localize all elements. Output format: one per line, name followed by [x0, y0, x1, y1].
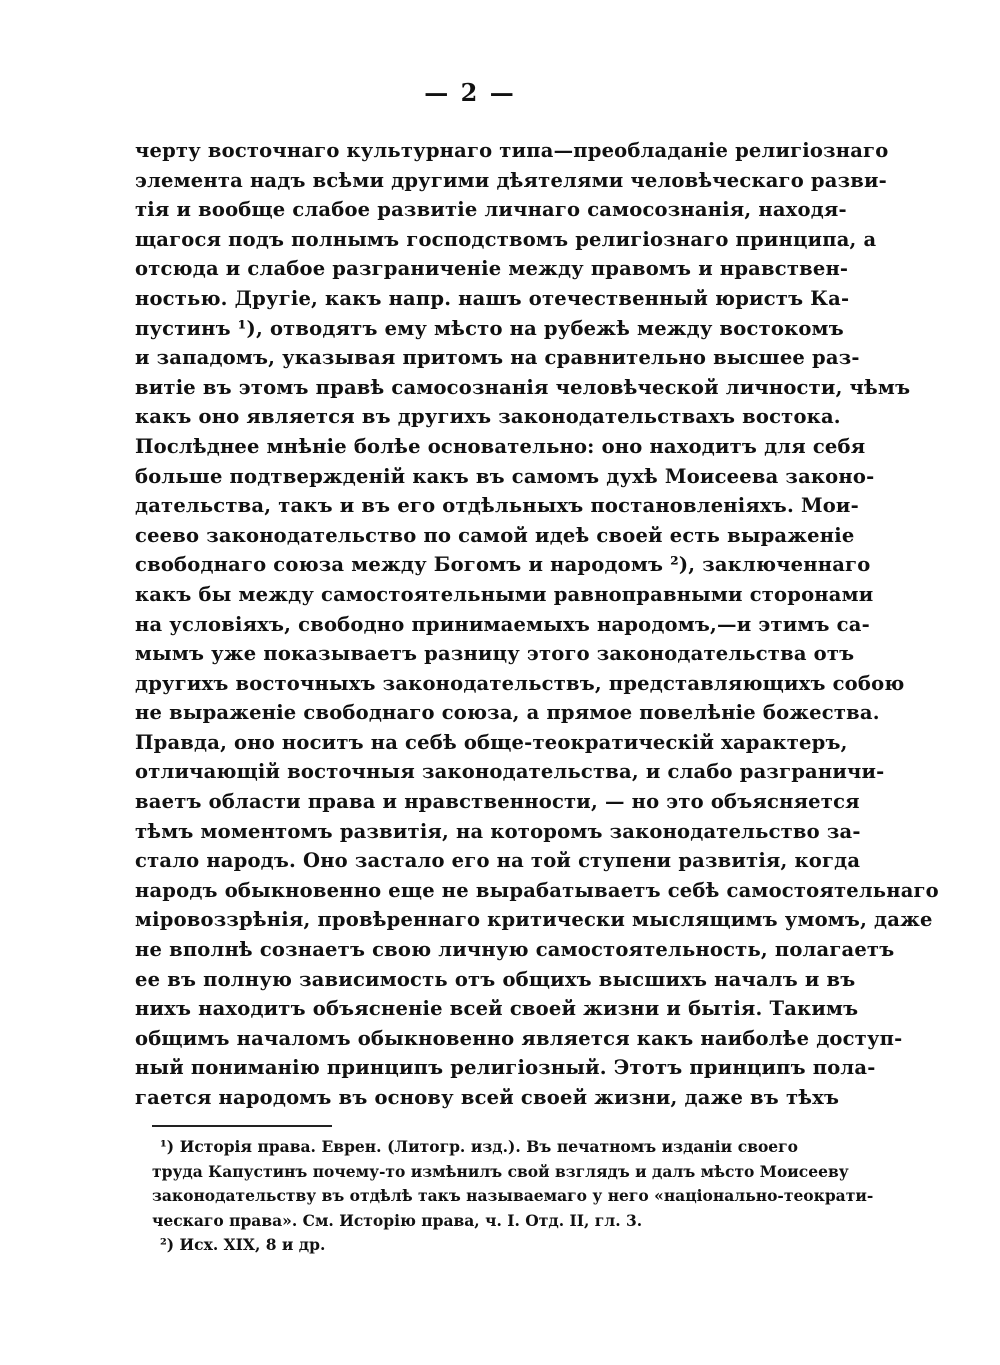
- text-line: пустинъ ¹), отводятъ ему мѣсто на рубежѣ между востокомъ: [135, 316, 844, 340]
- text-line: какъ оно является въ другихъ законодательствахъ востока.: [135, 405, 841, 429]
- text-line: другихъ восточныхъ законодательствъ, представляющихъ собою: [135, 671, 905, 695]
- text-line: гается народомъ въ основу всей своей жизни, даже въ тѣхъ: [135, 1086, 840, 1109]
- text-line: міровоззрѣнія, провѣреннаго критически мыслящимъ умомъ, даже: [135, 908, 933, 932]
- text-line: элемента надъ всѣми другими дѣятелями человѣческаго разви-: [135, 168, 887, 192]
- text-line: сеево законодательство по самой идеѣ своей есть выраженіе: [135, 523, 855, 547]
- text-line: Правда, оно носитъ на себѣ обще-теократическій характеръ,: [135, 730, 848, 754]
- text-line: витіе въ этомъ правѣ самосознанія человѣческой личности, чѣмъ: [135, 375, 911, 399]
- text-line: черту восточнаго культурнаго типа—преобладаніе религіознаго: [135, 139, 889, 162]
- text-line: и западомъ, указывая притомъ на сравнительно высшее раз-: [135, 346, 860, 370]
- text-line: общимъ началомъ обыкновенно является какъ наиболѣе доступ-: [135, 1026, 903, 1050]
- footnotes: [152, 1135, 874, 1258]
- text-line: свободнаго союза между Богомъ и народомъ ²), заключеннаго: [135, 553, 871, 577]
- text-line: ваетъ области права и нравственности, — но это объясняется: [135, 790, 860, 814]
- footnote-line: ческаго права». См. Исторію права, ч. I. Отд. II, гл. 3.: [152, 1210, 643, 1230]
- text-line: ностью. Другіе, какъ напр. нашъ отечественный юристъ Ка-: [135, 286, 850, 310]
- page-number: — 2 —: [424, 78, 516, 107]
- text-line: тія и вообще слабое развитіе личнаго самосознанія, находя-: [135, 198, 847, 222]
- text-line: не вполнѣ сознаетъ свою личную самостоятельность, полагаетъ: [135, 938, 895, 962]
- text-line: отсюда и слабое разграниченіе между правомъ и нравствен-: [135, 257, 849, 281]
- text-line: не выраженіе свободнаго союза, а прямое повелѣніе божества.: [135, 701, 880, 725]
- text-line: больше подтвержденій какъ въ самомъ духѣ Моисеева законо-: [135, 464, 875, 488]
- text-line: какъ бы между самостоятельными равноправными сторонами: [135, 582, 874, 606]
- text-line: мымъ уже показываетъ разницу этого законодательства отъ: [135, 642, 855, 666]
- footnote-line: труда Капустинъ почему-то измѣнилъ свой взглядъ и далъ мѣсто Моисееву: [152, 1161, 849, 1181]
- text-line: щагося подъ полнымъ господствомъ религіознаго принципа, а: [135, 227, 877, 251]
- text-line: нихъ находитъ объясненіе всей своей жизни и бытія. Такимъ: [135, 997, 859, 1021]
- footnote-line: законодательству въ отдѣлѣ такъ называемаго у него «національно-теократи-: [152, 1186, 874, 1205]
- text-line: дательства, такъ и въ его отдѣльныхъ постановленіяхъ. Мои-: [135, 494, 859, 518]
- main-text: [135, 136, 939, 1113]
- text-line: ный пониманію принципъ религіозный. Этотъ принципъ пола-: [135, 1056, 876, 1080]
- text-line: тѣмъ моментомъ развитія, на которомъ законодательство за-: [135, 819, 861, 843]
- text-line: ее въ полную зависимость отъ общихъ высшихъ началъ и въ: [135, 967, 856, 991]
- text-line: на условіяхъ, свободно принимаемыхъ народомъ,—и этимъ са-: [135, 612, 870, 636]
- footnote-line: ²) Исх. XIX, 8 и др.: [160, 1235, 326, 1254]
- footnote-divider: [152, 1125, 332, 1127]
- text-line: отличающій восточныя законодательства, и слабо разграничи-: [135, 760, 885, 784]
- text-line: стало народъ. Оно застало его на той ступени развитія, когда: [135, 849, 861, 873]
- text-line: народъ обыкновенно еще не вырабатываетъ себѣ самостоятельнаго: [135, 878, 939, 902]
- text-line: Послѣднее мнѣніе болѣе основательно: оно находитъ для себя: [135, 434, 866, 458]
- footnote-line: ¹) Исторія права. Еврен. (Литогр. изд.). Въ печатномъ изданіи своего: [160, 1137, 798, 1156]
